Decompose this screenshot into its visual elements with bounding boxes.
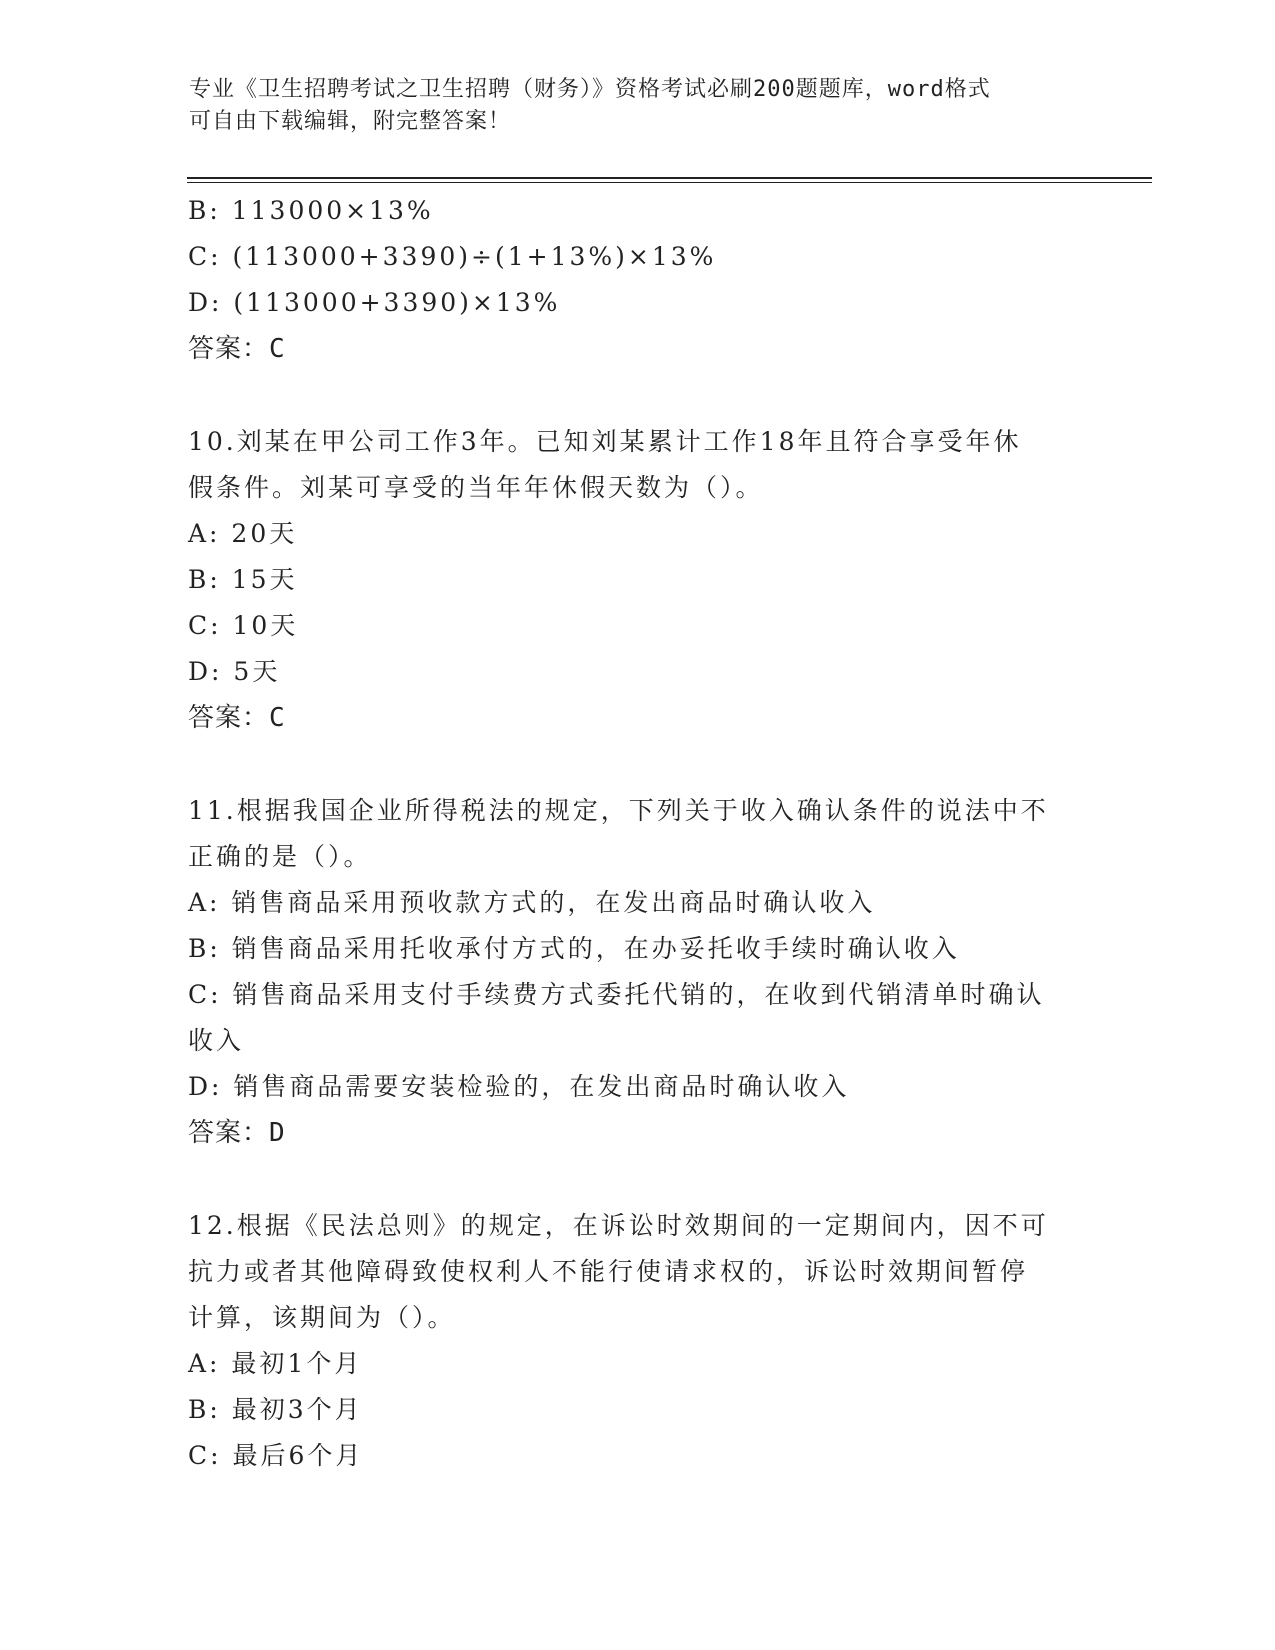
question-stem: 正确的是（）。 xyxy=(188,842,372,871)
question-stem: 10.刘某在甲公司工作3年。已知刘某累计工作18年且符合享受年休 xyxy=(188,427,1022,456)
question-list xyxy=(188,188,1088,1479)
option-c: C: 10天 xyxy=(188,611,299,640)
option-c: C: (113000+3390)÷(1+13%)×13% xyxy=(188,242,717,271)
option-b: B: 15天 xyxy=(188,565,298,594)
option-a: A: 最初1个月 xyxy=(188,1349,363,1378)
question-9 xyxy=(188,188,1088,372)
question-stem: 12.根据《民法总则》的规定，在诉讼时效期间的一定期间内，因不可 xyxy=(188,1211,1049,1240)
option-b: B: 113000×13% xyxy=(188,196,434,225)
document-header xyxy=(189,74,1089,138)
question-stem: 计算，该期间为（）。 xyxy=(188,1303,456,1332)
question-stem: 11.根据我国企业所得税法的规定，下列关于收入确认条件的说法中不 xyxy=(188,796,1049,825)
answer-line xyxy=(188,326,1088,372)
option-a: A: 销售商品采用预收款方式的，在发出商品时确认收入 xyxy=(188,888,876,917)
answer-line xyxy=(188,1110,1088,1156)
answer-line xyxy=(188,695,1088,741)
question-stem: 抗力或者其他障碍致使权利人不能行使请求权的，诉讼时效期间暂停 xyxy=(188,1257,1029,1286)
option-d: D: 销售商品需要安装检验的，在发出商品时确认收入 xyxy=(188,1072,850,1101)
header-rule-thick xyxy=(187,177,1152,179)
question-11 xyxy=(188,788,1088,1156)
option-c: C: 最后6个月 xyxy=(188,1441,364,1470)
question-stem: 假条件。刘某可享受的当年年休假天数为（）。 xyxy=(188,473,764,502)
option-b: B: 销售商品采用托收承付方式的，在办妥托收手续时确认收入 xyxy=(188,934,960,963)
option-b: B: 最初3个月 xyxy=(188,1395,363,1424)
answer-value: D xyxy=(269,1118,286,1148)
answer-label: 答案： xyxy=(188,703,270,733)
option-d: D: (113000+3390)×13% xyxy=(188,288,561,317)
answer-value: C xyxy=(269,334,286,364)
option-c-continued: 收入 xyxy=(188,1026,245,1055)
header-line-2: 可自由下载编辑，附完整答案！ xyxy=(189,109,512,134)
answer-label: 答案： xyxy=(188,334,270,364)
option-c: C: 销售商品采用支付手续费方式委托代销的，在收到代销清单时确认 xyxy=(188,980,1045,1009)
header-rule-thin xyxy=(187,182,1152,183)
answer-value: C xyxy=(269,703,286,733)
answer-label: 答案： xyxy=(188,1118,270,1148)
question-12 xyxy=(188,1203,1088,1479)
question-10 xyxy=(188,419,1088,741)
header-line-1: 专业《卫生招聘考试之卫生招聘（财务）》资格考试必刷200题题库，word格式 xyxy=(189,77,991,102)
option-d: D: 5天 xyxy=(188,657,281,686)
option-a: A: 20天 xyxy=(188,519,298,548)
